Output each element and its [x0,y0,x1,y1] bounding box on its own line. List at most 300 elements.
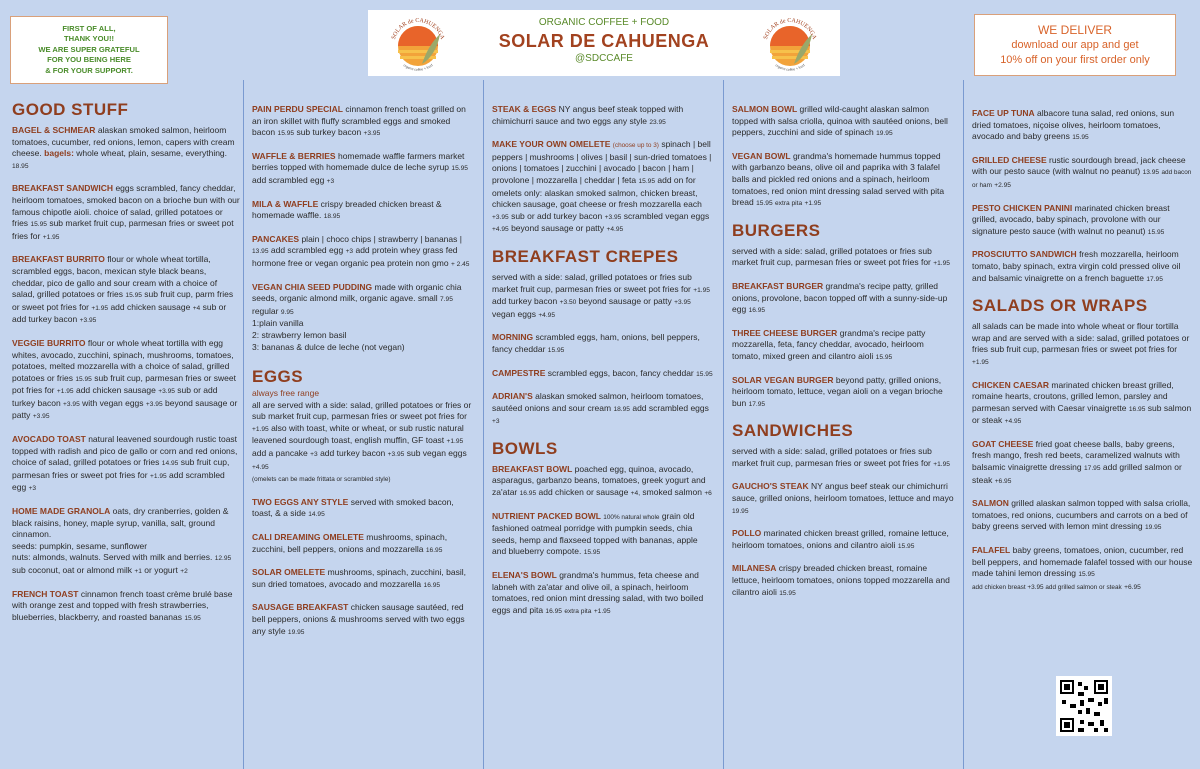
item-description: sub or add turkey bacon [511,210,603,221]
item-note: (choose up to 3) [612,142,659,150]
item-description: beyond patty, grilled onions, heirloom tomato, lettuce, vegan aioli on a vegan brioche bun [732,374,943,408]
item-description: sub or add turkey bacon [12,301,227,325]
item-price: +1.95 [56,388,74,396]
item-description: mushrooms, spinach, zucchini, bell peppers, onions and mozzarella [252,532,448,554]
item-description: grain old fashioned oatmeal porridge with pumpkin seeds, chia seeds, hemp and flaxseed topped with bananas, apple and blueberry compote. [492,510,698,557]
item-description: crispy breaded chicken breast, romaine lettuce, heirloom tomatoes, onions topped mozzarella and cilantro aioli [732,563,950,597]
item-price: +6.95 [1124,583,1141,591]
item-price: 15.95 [1072,134,1089,142]
intro-text: served with a side: salad, grilled potatoes or fries sub market fruit cup, parmesan fries or sweet pot fries for [732,245,932,268]
item-name: CALI DREAMING OMELETE [252,532,364,543]
item-description: homemade waffle farmers market berries topped with homemade dulce de leche syrup [252,150,465,173]
item-price-note: extra pita [564,607,592,615]
item-price: 16.95 [425,546,443,554]
item-note: 100% natural whole [603,513,660,521]
item-name: SAUSAGE BREAKFAST [252,602,349,613]
thanks-line: THANK YOU!! [63,34,115,44]
menu-item [972,108,1194,144]
item-price: 15.95 [875,353,893,361]
item-description: flour or whole wheat tortilla with egg whites, avocado, zucchini, spinach, mushrooms, tomatoes, potatoes, melted mozzarella with a choice of salad, grilled potatoes or fries [12,337,234,383]
item-price: 18.95 [613,405,630,413]
menu-item [252,151,474,188]
item-description: marinated chicken breast grilled, romaine lettuce, heirloom tomatoes, onions and cilantro aioli [732,528,949,550]
item-description: add bacon or ham [972,169,1192,189]
menu-item [252,234,474,271]
item-price: 17.95 [1146,275,1163,283]
item-price: 18.95 [323,213,341,221]
item-description: sub fruit cup, parmesan fries or sweet pot fries for [12,457,230,480]
section-heading: GOOD STUFF [12,100,129,119]
column-divider [483,80,484,769]
item-price: 16.95 [1128,405,1146,413]
item-name: BREAKFAST BURGER [732,280,824,291]
menu-item [12,338,240,423]
item-description: mushrooms, spinach, zucchini, basil, sun dried tomatoes, avocado and mozzarella [252,567,466,589]
section-heading: BURGERS [732,220,821,240]
menu-item [972,155,1194,192]
item-description: alaskan smoked salmon, heirloom tomatoes, cucumber, red onions, lemon, capers with cream cheese. [12,125,235,159]
item-price: 16.95 [748,307,766,315]
item-description: add scrambled eggs [632,402,709,413]
item-name: THREE CHEESE BURGER [732,327,838,338]
item-price: +3.95 [79,317,97,325]
item-name: MAKE YOUR OWN OMELETE [492,139,611,150]
item-price: 15.95 [696,370,713,378]
menu-item [732,328,954,364]
item-description: marinated chicken breast grilled, avocado, baby spinach, provolone with our signature pesto sauce (with walnut no peanut) [972,202,1170,236]
intro-text: add turkey bacon [320,448,386,459]
item-description: add grilled salmon or steak [972,462,1182,485]
item-description: nuts: almonds, walnuts. Served with milk and berries. [12,552,213,563]
menu-item [252,199,474,223]
item-price: +1 [134,568,142,575]
item-name: SALMON BOWL [732,104,798,114]
item-description: cinnamon french toast grilled on an iron skillet with fluffy scrambled eggs and smoked bacon [252,104,466,138]
menu-item [732,151,954,210]
item-price: 17.95 [748,400,766,408]
item-name: GRILLED CHEESE [972,154,1047,165]
item-description: sub coconut, oat or almond milk [12,565,133,575]
intro-text: vegan eggs [492,308,536,319]
item-name: AVOCADO TOAST [12,434,86,445]
menu-column-3 [492,104,714,628]
menu-item [252,567,474,591]
item-price: +3.95 [363,130,381,138]
item-name: SALMON [972,498,1009,509]
item-description: flour or whole wheat tortilla, scrambled eggs, bacon, mexican style black beans, cheddar, pico de gallo and sour cream with a choice of salad, grilled potatoes or fries [12,254,218,300]
item-description: add chicken sausage [110,301,191,312]
item-price: 7.95 [440,296,453,304]
menu-item [492,332,714,356]
intro-text: sub vegan eggs [406,448,467,459]
menu-item [252,532,474,556]
item-price: +3 [345,248,354,256]
item-price: +1.95 [593,607,611,615]
item-price: +3 [492,418,500,426]
item-name: BREAKFAST BOWL [492,463,573,474]
item-description: regular [252,305,279,316]
menu-item [732,375,954,411]
item-description: rustic sourdough bread, jack cheese with our pesto sauce (with walnut no peanut) [972,154,1186,177]
menu-item [12,254,240,327]
delivery-title: WE DELIVER [1037,22,1112,37]
menu-item [12,434,240,495]
item-description: whole wheat, plain, sesame, everything. [76,148,228,159]
menu-item [492,391,714,428]
menu-column-4 [732,104,954,610]
item-description: baby greens, tomatoes, onion, cucumber, red bell peppers, and homemade falafel tossed with our house made tahini lemon dressing [972,545,1193,579]
item-description: fresh mozzarella, heirloom tomato, baby spinach, extra virgin cold pressed olive oil and balsamic vinaigrette on a french baguette [972,249,1181,283]
item-name: BREAKFAST BURRITO [12,254,105,265]
item-description: grilled alaskan salmon topped with salsa criolla, tomatoes, red onions, cucumbers and carrots on a bed of baby greens served with lemon mint dressing [972,498,1191,532]
item-description: grandma's recipe patty, grilled onions, provolone, bacon topped off with a sunny-side-up egg [732,280,948,315]
menu-column-2 [252,104,474,649]
item-description: add scrambled egg [12,469,225,493]
menu-item [972,439,1194,487]
item-name: MILANESA [732,563,777,574]
item-name: BAGEL & SCHMEAR [12,125,96,135]
item-price: +1.95 [91,304,109,312]
item-price: 14.95 [161,460,179,468]
item-description: plain | choco chips | strawberry | bananas | [301,233,462,244]
item-price: 15.95 [451,165,468,173]
item-name: SOLAR VEGAN BURGER [732,374,834,385]
item-price: +4.95 [606,226,624,234]
menu-column-1 [12,98,240,635]
menu-item [492,139,714,236]
item-price: +4, [630,490,641,498]
item-price: 16.95 [423,581,441,589]
item-option: 2: strawberry lemon basil [252,329,347,340]
item-price: 14.95 [308,511,325,519]
logo-bottom-text: organic coffee + food [402,63,434,72]
item-description: beyond sausage or patty [12,397,238,421]
item-price: +3.95 [63,400,80,408]
item-price: 17.95 [1083,465,1101,473]
item-name: SOLAR OMELETE [252,567,326,578]
item-description: marinated chicken breast grilled, romaine hearts, croutons, grilled lemon, parsley and parmesan served with Caesar vinaigrette [972,379,1174,413]
item-description: beyond sausage or patty [511,223,605,234]
item-price: +2 [180,568,188,575]
item-name: PANCAKES [252,233,300,244]
item-price: 15.95 [897,542,915,550]
item-price: 15.95 [277,130,295,138]
item-description: NY angus beef steak our chimichurri sauce, grilled onions, heirloom tomatoes, lettuce and mayo [732,481,954,504]
item-price: +3 [326,177,335,185]
item-price: +3.95 [158,388,175,396]
item-name: NUTRIENT PACKED BOWL [492,510,601,521]
item-name: FACE UP TUNA [972,108,1035,118]
item-description: sub market fruit cup, parmesan fries or sweet pot fries for [12,218,234,241]
delivery-promo [974,14,1176,76]
intro-text: also with toast, white or wheat, or sub rustic natural leavened sourdough toast, english muffin, GF toast [252,422,464,446]
delivery-line: 10% off on your first order only [1000,53,1150,66]
column-divider [723,80,724,769]
item-description: grilled wild-caught alaskan salmon topped with salsa criolla, quinoa with sautéed onions, bell peppers, zucchini and side of spinach [732,104,948,138]
item-price: 16.95 [519,490,537,498]
section-heading: BOWLS [492,438,558,458]
item-price: 12.95 [214,555,232,563]
item-price: 16.95 [545,607,562,615]
logo-bottom-text: organic coffee + food [774,63,806,72]
item-description: add scrambled egg [270,245,344,256]
intro-text: served with a side: salad, grilled potatoes or fries sub market fruit cup, parmesan fries or sweet pot fries for [492,271,692,294]
item-name: CHICKEN CAESAR [972,379,1049,390]
item-price: +2.95 [994,181,1011,189]
item-description: albacore tuna salad, red onions, sun dried tomatoes, niçoise olives, heirloom tomatoes, avocado and baby greens [972,108,1175,142]
menu-item [732,281,954,317]
item-name: PESTO CHICKEN PANINI [972,202,1073,213]
item-price: 15.95 [30,221,47,229]
item-price: +3.95 [604,213,622,221]
item-price: 19.95 [287,628,305,636]
item-description: made with organic chia seeds, organic almond milk, organic agave. small [252,281,462,304]
menu-item [972,380,1194,428]
menu-item [12,183,240,243]
section-heading: BREAKFAST CREPES [492,246,679,266]
thanks-line: WE ARE SUPER GRATEFUL [38,44,140,54]
item-description: add scrambled egg [252,174,325,185]
menu-item [492,511,714,559]
item-price: 15.95 [756,200,773,208]
item-description: sub turkey bacon [296,127,362,138]
item-description: oats, dry cranberries, golden & black raisins, honey, maple syrup, vanilla, salt, ground cinnamon. [12,506,229,540]
item-price: +4.95 [1004,418,1022,426]
item-description: add protein whey grass fed hormone free or vegan organic pea protein non gmo [252,245,458,268]
item-price: + 2.45 [450,260,470,268]
item-description: chicken sausage sautéed, red bell peppers, onions & mushrooms served with two eggs any style [252,602,465,636]
item-description: seeds: pumpkin, sesame, sunflower [12,540,148,551]
menu-item [972,203,1194,239]
item-description: spinach | bell peppers | mushrooms | olives | basil | sun-dried tomatoes | onions | tomatoes | zucchini | avocado | bacon | ham | provolone | mozzarella | cheddar | feta [492,139,712,185]
intro-price: +1.95 [933,260,950,268]
item-option: 3: bananas & dulce de leche (not vegan) [252,341,405,352]
item-price: 15.95 [125,292,142,300]
item-description: scrambled vegan eggs [623,210,710,221]
item-name: MORNING [492,332,534,343]
item-description: add chicken or sausage [538,487,629,498]
item-description: grandma's hummus, feta cheese and labneh with za'atar and olive oil, a spinach, heirloom tomatoes, red onion mint dressing salad, with two boiled eggs and pita [492,570,704,615]
section-intro [492,272,714,321]
thanks-line: & FOR YOUR SUPPORT. [45,65,133,75]
item-label: bagels: [44,148,74,159]
social-handle: @SDCCAFE [575,53,633,64]
item-description: or yogurt [144,565,178,575]
item-name: POLLO [732,528,762,539]
qr-code-icon[interactable] [1056,676,1112,736]
menu-item [492,464,714,500]
logo-arc-text: SOLAR de CAHUENGA [391,17,445,41]
item-price: +4 [192,304,201,312]
section-heading: SANDWICHES [732,421,854,441]
menu-item [252,497,474,521]
item-description: NY angus beef steak topped with chimichurri sauce and two eggs any style [492,104,684,126]
item-price: +3.95 [145,400,163,408]
item-name: FALAFEL [972,545,1011,556]
intro-price: +3.95 [387,451,405,459]
menu-item [12,589,240,625]
menu-header [368,10,840,76]
menu-item [972,545,1194,593]
item-description: grandma's recipe patty mozzarella, feta, fancy cheddar, avocado, heirloom tomato, mixed green and cilantro aioli [732,327,926,361]
item-description: sub fruit cup, parm fries or sweet pot fries for [12,289,234,312]
item-price: +1.95 [149,472,167,480]
intro-price: +4.95 [252,463,269,471]
intro-price: +1.95 [693,286,710,294]
item-description: add chicken breast +3.95 add grilled salmon or steak [972,583,1122,591]
menu-item [12,506,240,578]
intro-price: +3.95 [674,299,691,307]
menu-item [492,368,714,381]
item-price: 23.95 [649,118,666,126]
intro-text: add a pancake [252,448,308,459]
item-description: fried goat cheese balls, baby greens, fresh mango, fresh red beets, caramelized walnuts with balsamic vinaigrette dressing [972,438,1180,473]
thank-you-note [10,16,168,84]
section-note: always free range [252,388,320,399]
item-description: cinnamon french toast crème brulé base with orange zest and topped with fresh strawberries, blueberries, blackberry, and roasted bananas [12,588,233,622]
item-description: served with smoked bacon, toast, & a side [252,496,454,519]
thanks-line: FIRST OF ALL, [62,23,116,33]
item-price: 15.95 [779,589,796,597]
intro-text: add turkey bacon [492,296,558,307]
item-name: GAUCHO'S STEAK [732,481,809,492]
section-intro [732,446,954,470]
intro-note: (omelets can be made frittata or scrambled style) [252,476,391,484]
restaurant-name: SOLAR DE CAHUENGA [498,31,710,51]
item-description: grandma's homemade hummus topped with garbanzo beans, olive oil and paprika with 3 falafel balls and pickled red onions and a spinach, heirloom tomatoes, red onion mint dressing salad served with pita bread [732,150,945,208]
item-name: PAIN PERDU SPECIAL [252,104,343,114]
item-description: alaskan smoked salmon, heirloom tomatoes, sautéed onions and sour cream [492,391,704,413]
item-price: 15.95 [1078,571,1095,579]
item-price: +3.95 [492,213,509,221]
menu-item [972,249,1194,285]
item-name: MILA & WAFFLE [252,198,319,209]
item-price: +6.95 [994,477,1012,485]
menu-item [252,282,474,354]
menu-item [12,125,240,172]
intro-price: +1.95 [252,425,269,433]
intro-text: beyond sausage or patty [578,296,672,307]
item-description: smoked salmon [642,487,702,498]
item-description: add chicken sausage [75,385,156,396]
item-name: FRENCH TOAST [12,588,79,599]
column-divider [243,80,244,769]
item-name: CAMPESTRE [492,367,546,378]
item-name: BREAKFAST SANDWICH [12,183,114,194]
item-name: VEGGIE BURRITO [12,337,86,348]
item-name: VEGAN CHIA SEED PUDDING [252,281,373,292]
item-price: 13.95 [1142,169,1160,177]
intro-price: +3.50 [559,299,577,307]
item-name: HOME MADE GRANOLA [12,506,111,517]
thanks-line: FOR YOU BEING HERE [47,55,131,65]
item-price-note: extra pita [775,200,803,208]
item-price: 15.95 [1147,228,1165,236]
header-subtitle: ORGANIC COFFEE + FOOD [538,17,670,28]
section-heading: SALADS OR WRAPS [972,296,1148,316]
intro-price: +1.95 [972,358,989,366]
item-price: 15.95 [583,549,601,557]
item-price: 15.95 [638,177,656,185]
item-price: 19.95 [1144,524,1162,532]
item-price: +1.95 [804,200,822,208]
item-description: sub or add turkey bacon [12,385,218,408]
item-option: 1:plain vanilla [252,318,304,329]
delivery-line: download our app and get [1011,38,1139,51]
item-price: +1.95 [42,233,60,241]
item-price: +6 [704,490,712,498]
sun-logo-icon [388,16,448,76]
column-divider [963,80,964,769]
item-name: VEGAN BOWL [732,150,791,161]
item-price: +4.95 [492,226,509,234]
section-intro [732,246,954,270]
item-name: GOAT CHEESE [972,438,1034,449]
item-price: 19.95 [876,130,893,138]
item-name: TWO EGGS ANY STYLE [252,496,349,507]
item-description: with vegan eggs [82,397,144,408]
item-price: 15.95 [547,346,565,354]
item-description: poached egg, quinoa, avocado, asparagus, garbanzo beans, tomatoes, greek yogurt and za'atar [492,463,706,498]
menu-column-5 [972,108,1194,604]
menu-item [492,570,714,617]
section-intro [252,400,474,486]
item-price: 13.95 [252,248,269,256]
menu-item [252,104,474,140]
item-description: add on for omelets only: alaskan smoked salmon, chicken breast, chicken sausage, [492,174,698,210]
intro-price: +1.95 [933,460,950,468]
item-price: 18.95 [12,162,29,170]
logo-arc-text: SOLAR de CAHUENGA [763,17,817,41]
item-description: eggs scrambled, fancy cheddar, heirloom tomatoes, smoked bacon on a brioche bun with our famous chipotle aioli. choice of salad, grilled potatoes or fries [12,183,240,229]
item-price: +3 [28,485,37,493]
item-name: PROSCIUTTO SANDWICH [972,249,1077,260]
item-name: WAFFLE & BERRIES [252,150,336,161]
item-name: ELENA'S BOWL [492,570,557,581]
item-description: sub fruit cup, parmesan fries or sweet pot fries for [12,372,236,396]
item-description: goat cheese or fresh mozzarella each [560,199,702,210]
menu-item [732,528,954,552]
item-description: natural leavened sourdough rustic toast topped with radish and pico de gallo or corn and red onions, choice of salad, grilled potatoes or fries [12,434,238,468]
intro-text: all salads can be made into whole wheat or flour tortilla wrap and are served with a side: salad, grilled potatoes or fries sub fruit cup, parmesan fries or sweet pot fries for [972,321,1190,355]
item-name: STEAK & EGGS [492,104,557,114]
menu-item [732,563,954,599]
item-description: sub salmon or steak [972,402,1192,426]
sun-logo-icon [760,16,820,76]
intro-price: +1.95 [446,438,464,446]
intro-price: +4.95 [538,311,556,319]
item-description: scrambled eggs, ham, onions, bell peppers, fancy cheddar [492,332,700,354]
menu-item [972,498,1194,534]
item-price: 9.95 [280,308,294,316]
item-price: 15.95 [184,614,201,622]
item-name: ADRIAN'S [492,391,533,402]
item-price: 15.95 [75,375,92,383]
menu-item [492,104,714,128]
item-description: crispy breaded chicken breast & homemade waffle. [252,198,442,221]
menu-item [252,602,474,638]
intro-text: all are served with a side: salad, grilled potatoes or fries or sub market fruit cup, parmesan fries or sweet pot fries for [252,399,472,422]
item-price: 19.95 [732,507,749,515]
intro-price: +3 [310,451,318,459]
item-price: +3.95 [32,413,50,421]
menu-item [732,104,954,140]
section-intro [972,321,1194,368]
menu-item [732,481,954,517]
intro-text: served with a side: salad, grilled potatoes or fries sub market fruit cup, parmesan fries or sweet pot fries for [732,446,932,468]
item-description: scrambled eggs, bacon, fancy cheddar [547,367,694,378]
section-heading: EGGS [252,367,304,387]
